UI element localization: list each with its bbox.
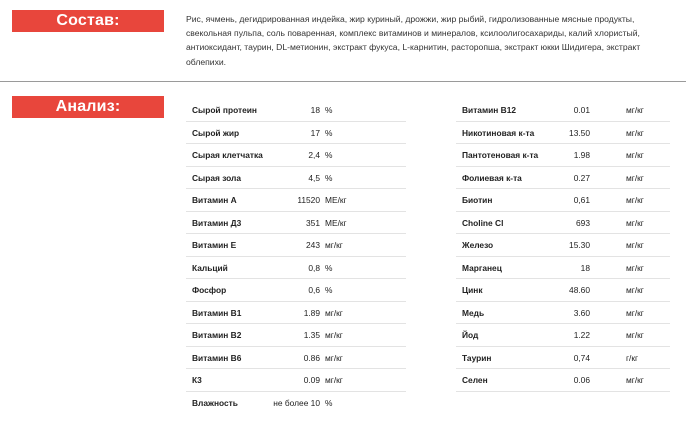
analysis-row — [186, 99, 406, 122]
composition-heading: Состав: — [12, 10, 164, 32]
nutrient-value: 1.98 — [573, 150, 590, 160]
nutrient-value: 4,5 — [308, 172, 320, 183]
nutrient-name: Витамин В6 — [192, 352, 242, 363]
analysis-table-left — [186, 99, 406, 414]
nutrient-name: Витамин В1 — [192, 307, 242, 318]
analysis-row — [456, 279, 670, 302]
nutrient-unit: г/кг — [626, 352, 639, 363]
nutrient-unit: % — [325, 262, 333, 273]
nutrient-value: 0.06 — [573, 375, 590, 385]
nutrient-value: 18 — [310, 105, 320, 115]
nutrient-unit: % — [325, 150, 333, 160]
nutrient-name: Сырой протеин — [192, 105, 257, 115]
analysis-row — [186, 189, 406, 212]
analysis-row — [456, 99, 670, 122]
nutrient-name: Сырой жир — [192, 127, 240, 138]
analysis-row — [456, 144, 670, 167]
nutrient-name: Сырая зола — [192, 172, 242, 183]
nutrient-unit: мг/кг — [325, 240, 343, 250]
analysis-row — [456, 234, 670, 257]
analysis-heading: Анализ: — [12, 96, 164, 118]
nutrient-value: 0,6 — [308, 285, 320, 295]
nutrient-value: 1.22 — [573, 330, 590, 340]
nutrient-name: К3 — [192, 375, 202, 385]
analysis-table-right — [456, 99, 670, 392]
nutrient-value: 2,4 — [308, 150, 320, 160]
nutrient-value: 243 — [306, 240, 320, 250]
nutrient-unit: мг/кг — [626, 105, 644, 115]
nutrient-unit: % — [325, 127, 333, 138]
nutrient-name: Пантотеновая к-та — [462, 150, 539, 160]
nutrient-value: 1.89 — [303, 307, 320, 318]
nutrient-unit: мг/кг — [325, 375, 343, 385]
nutrient-value: 0.09 — [303, 375, 320, 385]
nutrient-value: 15.30 — [569, 240, 590, 250]
nutrient-name: Кальций — [192, 262, 228, 273]
nutrient-value: 0,74 — [573, 352, 590, 363]
nutrient-name: Цинк — [462, 285, 483, 295]
nutrient-unit: мг/кг — [626, 127, 644, 138]
nutrient-value: 13.50 — [569, 127, 590, 138]
nutrient-unit: МЕ/кг — [325, 195, 347, 205]
nutrient-name: Витамин А — [192, 195, 237, 205]
nutrient-unit: мг/кг — [626, 330, 644, 340]
nutrient-value: 0.01 — [573, 105, 590, 115]
nutrient-name: Медь — [462, 307, 485, 318]
nutrient-name: Железо — [462, 240, 494, 250]
nutrient-value: 0.27 — [573, 172, 590, 183]
nutrient-name: Витамин Д3 — [192, 217, 242, 228]
analysis-row — [456, 122, 670, 145]
analysis-row — [186, 144, 406, 167]
nutrient-name: Никотиновая к-та — [462, 127, 535, 138]
analysis-row — [456, 257, 670, 280]
analysis-row — [456, 302, 670, 325]
nutrient-name: Таурин — [462, 352, 492, 363]
nutrient-value: 17 — [310, 127, 320, 138]
nutrient-value: не более 10 — [273, 397, 320, 408]
analysis-row — [456, 347, 670, 370]
analysis-row — [456, 167, 670, 190]
nutrient-unit: % — [325, 105, 333, 115]
nutrient-unit: % — [325, 285, 333, 295]
nutrient-name: Влажность — [192, 397, 238, 408]
nutrient-value: 693 — [576, 217, 590, 228]
analysis-row — [456, 189, 670, 212]
analysis-row — [186, 122, 406, 145]
nutrient-unit: мг/кг — [325, 352, 343, 363]
nutrient-value: 351 — [306, 217, 320, 228]
nutrient-name: Витамин В2 — [192, 330, 242, 340]
nutrient-unit: мг/кг — [325, 330, 343, 340]
nutrient-unit: мг/кг — [626, 307, 644, 318]
analysis-row — [186, 212, 406, 235]
nutrient-name: Селен — [462, 375, 488, 385]
nutrient-value: 11520 — [297, 195, 320, 205]
analysis-row — [186, 234, 406, 257]
analysis-row — [456, 369, 670, 392]
composition-text: Рис, ячмень, дегидрированная индейка, жир куриный, дрожжи, жир рыбий, гидролизованные мясные продукты, свекольная пульпа, соль поваренная, комплекс витаминов и минералов, ксилоолигосахариды, калий хлористый, антиоксидант, таурин, DL-метионин, экстракт фукуса, L-карнитин, расторопша, экстракт юкки Шидигера, экстракт облепихи. — [186, 14, 641, 67]
nutrient-value: 48.60 — [569, 285, 590, 295]
nutrient-value: 18 — [580, 262, 590, 273]
nutrient-name: Choline Cl — [462, 217, 504, 228]
nutrient-unit: мг/кг — [626, 217, 644, 228]
analysis-row — [186, 392, 406, 415]
nutrient-name: Фосфор — [192, 285, 227, 295]
nutrient-name: Биотин — [462, 195, 493, 205]
analysis-row — [186, 369, 406, 392]
nutrient-unit: мг/кг — [626, 285, 644, 295]
nutrient-unit: МЕ/кг — [325, 217, 347, 228]
analysis-row — [186, 257, 406, 280]
nutrient-value: 0,8 — [308, 262, 320, 273]
nutrient-value: 1.35 — [303, 330, 320, 340]
nutrient-value: 0,61 — [573, 195, 590, 205]
analysis-row — [186, 324, 406, 347]
nutrient-value: 0.86 — [303, 352, 320, 363]
nutrient-name: Марганец — [462, 262, 502, 273]
nutrient-name: Сырая клетчатка — [192, 150, 263, 160]
nutrient-unit: мг/кг — [626, 195, 644, 205]
nutrient-unit: мг/кг — [626, 240, 644, 250]
nutrient-unit: мг/кг — [325, 307, 343, 318]
analysis-row — [186, 167, 406, 190]
nutrient-name: Витамин Е — [192, 240, 237, 250]
nutrient-name: Йод — [462, 330, 479, 340]
analysis-row — [456, 212, 670, 235]
nutrient-value: 3.60 — [573, 307, 590, 318]
nutrient-unit: мг/кг — [626, 150, 644, 160]
nutrient-unit: % — [325, 397, 333, 408]
nutrient-unit: мг/кг — [626, 375, 644, 385]
analysis-row — [186, 302, 406, 325]
analysis-row — [456, 324, 670, 347]
nutrient-unit: % — [325, 172, 333, 183]
nutrient-name: Витамин В12 — [462, 105, 517, 115]
section-divider — [0, 81, 686, 82]
analysis-row — [186, 279, 406, 302]
nutrient-unit: мг/кг — [626, 262, 644, 273]
nutrient-unit: мг/кг — [626, 172, 644, 183]
nutrient-name: Фолиевая к-та — [462, 172, 522, 183]
analysis-row — [186, 347, 406, 370]
